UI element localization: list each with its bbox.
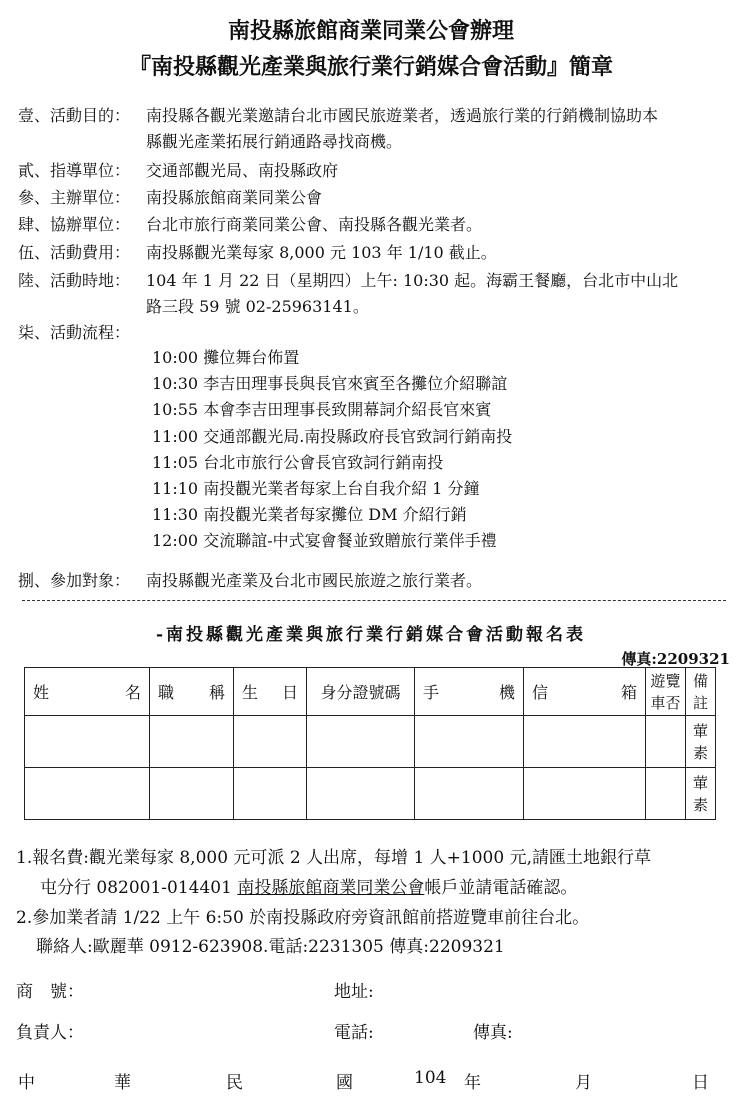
date-char: 華 [114,1073,131,1093]
date-char: 月 [575,1073,592,1093]
date-char: 民 [226,1073,243,1093]
document-title: 南投縣旅館商業同業公會辦理 [227,18,514,44]
section-label: 貳、指導單位： [18,161,131,180]
remark-cell[interactable]: 葷 素 [686,716,716,768]
mobile-cell[interactable] [415,768,524,820]
note-bank-account [40,873,577,903]
birthday-cell[interactable] [234,768,307,820]
section-label: 壹、活動目的： [18,106,131,125]
title-cell[interactable] [150,716,234,768]
schedule-item: 11:30 南投觀光業者每家攤位 DM 介紹行銷 [152,505,467,524]
section-label: 伍、活動費用： [18,243,131,262]
date-year: 104 [414,1068,447,1088]
date-char: 中 [18,1073,35,1093]
field-fax[interactable]: 傳真: [473,1023,513,1043]
confirm-text: 帳戶並請電話確認。 [424,878,578,898]
document-subtitle: 『南投縣觀光產業與旅行業行銷媒合會活動』簡章 [128,54,613,80]
note-contact: 聯絡人:歐麗華 0912-623908.電話:2231305 傳真:2209321 [36,937,505,957]
section-label: 肆、協辦單位： [18,215,131,234]
schedule-item: 10:30 李吉田理事長與長官來賓至各攤位介紹聯誼 [152,374,508,393]
column-header-name: 姓 名 [25,668,150,716]
field-address[interactable]: 地址: [334,982,374,1002]
account-holder: 南投縣旅館商業同業公會 [237,878,425,898]
column-header-id-number: 身分證號碼 [307,668,415,716]
section-label: 陸、活動時地： [18,271,131,290]
bus-cell[interactable] [646,716,686,768]
field-phone[interactable]: 電話: [334,1023,374,1043]
section-participants [18,568,732,594]
schedule-item: 10:00 攤位舞台佈置 [152,348,300,367]
field-owner[interactable]: 負責人： [16,1023,84,1043]
column-header-remark: 備 註 [686,668,716,716]
name-cell[interactable] [25,716,150,768]
section-text: 104 年 1 月 22 日（星期四）上午: 10:30 起。海霸王餐廳，台北市中山北 [146,271,679,290]
bus-cell[interactable] [646,768,686,820]
date-char: 日 [692,1073,709,1093]
section-text: 縣觀光產業拓展行銷通路尋找商機。 [146,132,403,151]
column-header-birthday: 生 日 [234,668,307,716]
date-char: 年 [464,1073,481,1093]
column-header-title: 職 稱 [150,668,234,716]
title-cell[interactable] [150,768,234,820]
cut-line-divider [22,600,726,601]
section-fee [18,240,732,266]
section-schedule [18,320,732,346]
section-label: 參、主辦單位： [18,188,131,207]
column-header-bus: 遊覽 車否 [646,668,686,716]
section-text: 台北市旅行商業同業公會、南投縣各觀光業者。 [146,215,483,234]
remark-cell[interactable]: 葷 素 [686,768,716,820]
table-row [25,768,716,820]
section-text: 交通部觀光局、南投縣政府 [146,161,339,180]
section-guidance [18,158,732,184]
note-bus: 2.參加業者請 1/22 上午 6:50 於南投縣政府旁資訊館前搭遊覽車前往台北。 [16,908,590,928]
note-fee: 1.報名費:觀光業每家 8,000 元可派 2 人出席，每增 1 人+1000 元,請匯土地銀行草 [16,848,651,868]
section-text: 南投縣觀光業每家 8,000 元 103 年 1/10 截止。 [146,243,497,262]
schedule-item: 11:10 南投觀光業者每家上台自我介紹 1 分鐘 [152,479,480,498]
schedule-item: 10:55 本會李吉田理事長致開幕詞介紹長官來賓 [152,400,492,419]
schedule-item: 11:00 交通部觀光局.南投縣政府長官致詞行銷南投 [152,427,513,446]
section-text: 路三段 59 號 02-25963141。 [146,297,369,316]
email-cell[interactable] [524,768,646,820]
schedule-item: 11:05 台北市旅行公會長官致詞行銷南投 [152,453,444,472]
birthday-cell[interactable] [234,716,307,768]
id-number-cell[interactable] [307,768,415,820]
name-cell[interactable] [25,768,150,820]
column-header-mobile: 手 機 [415,668,524,716]
section-text: 南投縣觀光產業及台北市國民旅遊之旅行業者。 [146,571,483,590]
registration-form-title: -南投縣觀光產業與旅行業行銷媒合會活動報名表 [155,625,587,645]
bank-account-text: 屯分行 082001-014401 [40,878,238,898]
form-fax-number: 傳真:2209321 [621,650,730,668]
column-header-email: 信 箱 [524,668,646,716]
section-text: 南投縣旅館商業同業公會 [146,188,323,207]
email-cell[interactable] [524,716,646,768]
registration-table [24,667,716,820]
section-purpose [18,103,732,155]
section-co-organizer [18,212,732,238]
schedule-item: 12:00 交流聯誼-中式宴會餐並致贈旅行業伴手禮 [152,531,497,550]
date-char: 國 [336,1073,353,1093]
field-shop-name[interactable]: 商 號： [16,982,84,1002]
section-text: 南投縣各觀光業邀請台北市國民旅遊業者，透過旅行業的行銷機制協助本 [146,106,659,125]
section-label: 捌、參加對象： [18,571,131,590]
section-time-place [18,268,732,320]
id-number-cell[interactable] [307,716,415,768]
section-organizer [18,185,732,211]
section-label: 柒、活動流程： [18,323,131,342]
table-header-row [25,668,716,716]
mobile-cell[interactable] [415,716,524,768]
table-row [25,716,716,768]
